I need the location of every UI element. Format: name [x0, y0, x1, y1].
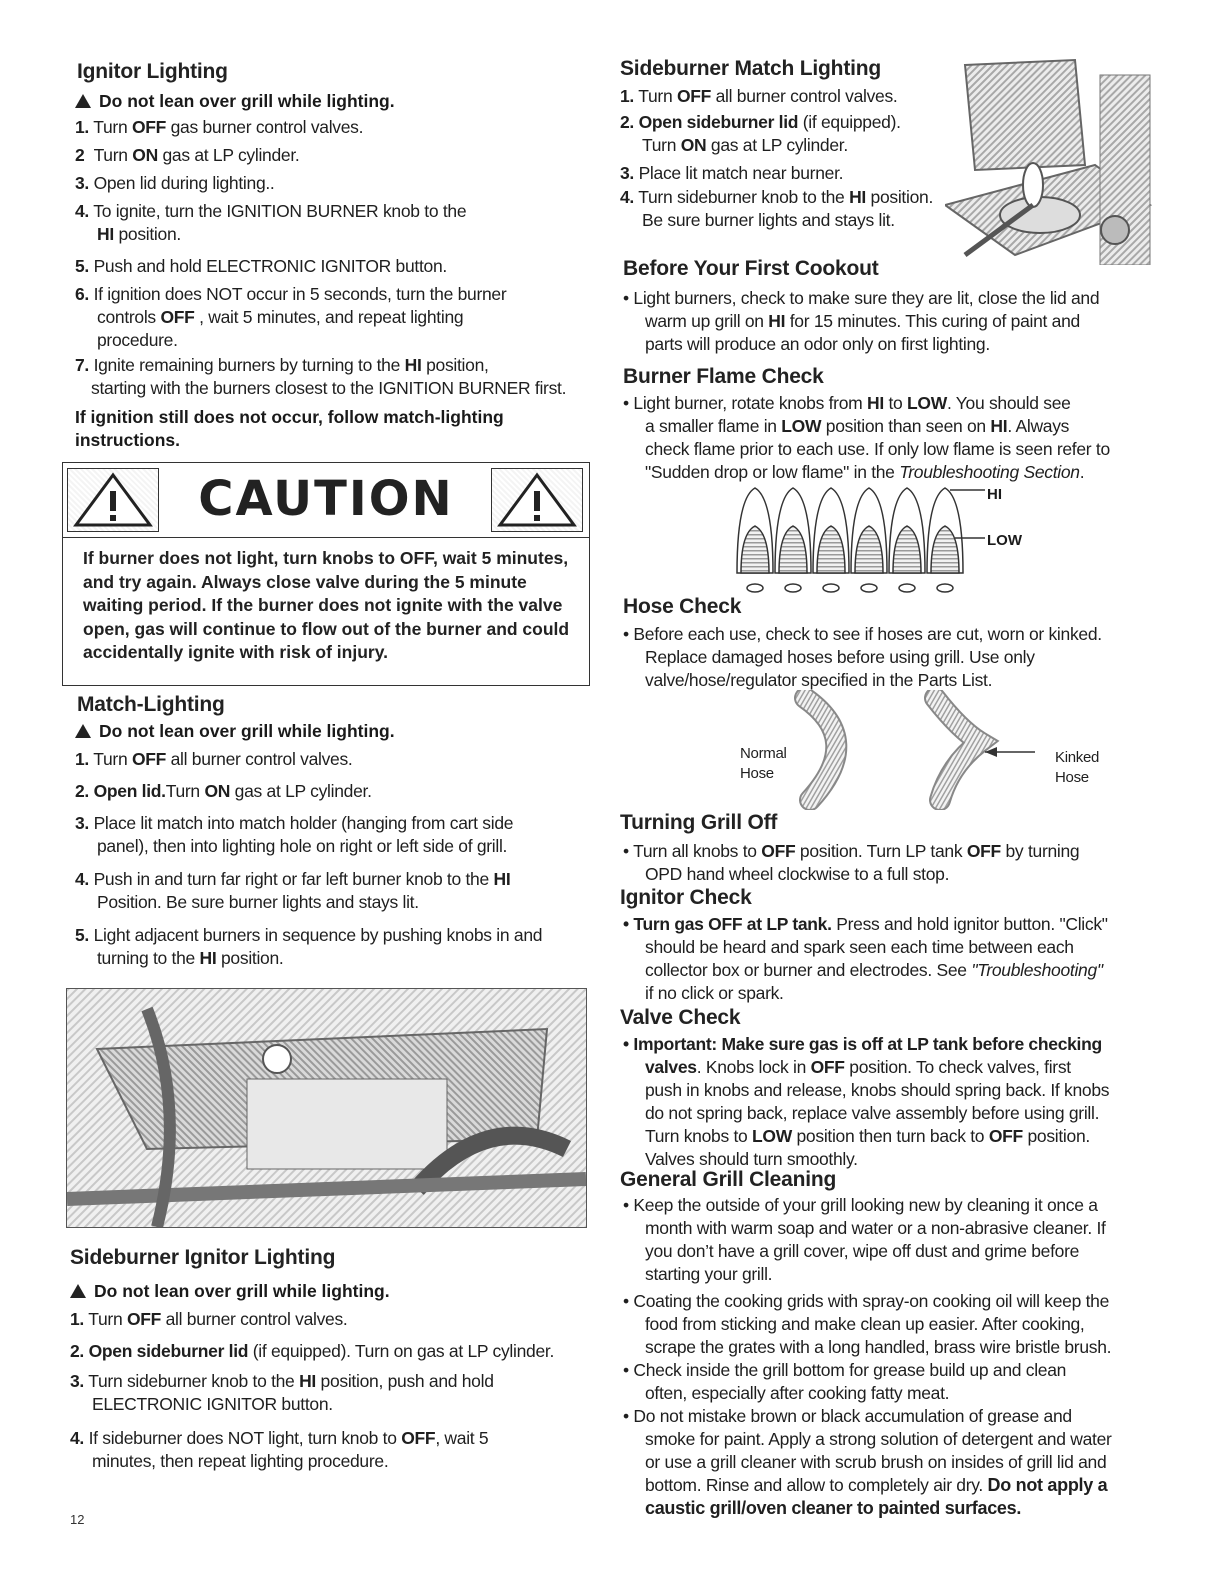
- hose-diagram: [735, 690, 1100, 810]
- first-cookout-heading: Before Your First Cookout: [623, 257, 879, 280]
- flame-hi-label: HI: [987, 486, 1002, 503]
- ignitor-check-text: • Turn gas OFF at LP tank. Press and hold ignitor button. "Click" should be heard and spark seen each time between each collector box or burner and electrodes. See "Troubleshooting" if no click or spark.: [623, 914, 1108, 1003]
- ignitor-note: If ignition still does not occur, follow match-lighting instructions.: [75, 407, 504, 450]
- sideburner-match-step-1: 1. Turn OFF all burner control valves.: [620, 86, 898, 106]
- sideburner-photo: [945, 55, 1155, 265]
- ignitor-step-1: 1. Turn OFF gas burner control valves.: [75, 117, 364, 137]
- general-cleaning-heading: General Grill Cleaning: [620, 1168, 837, 1191]
- valve-check-text: • Important: Make sure gas is off at LP tank before checking valves. Knobs lock in OFF position. To check valves, first push in knobs and release, knobs should spring back. If knobs do not spring back, replace valve assembly before using grill. Turn knobs to LOW position then turn back to OFF position. Valves should turn smoothly.: [623, 1034, 1110, 1169]
- ignitor-step-3: 3. Open lid during lighting..: [75, 173, 275, 193]
- caution-text: If burner does not light, turn knobs to OFF, wait 5 minutes, and try again. Always close valve during the 5 minute waiting period. If the burner does not ignite with the valve open, gas will continue to flow out of the burner and could accidentally ignite with risk of injury.: [83, 548, 570, 662]
- grill-match-holder-illustration: [67, 989, 586, 1227]
- match-lighting-heading: Match-Lighting: [77, 693, 225, 716]
- kinked-hose-label: Kinked Hose: [1055, 749, 1100, 786]
- ignitor-step-5: 5. Push and hold ELECTRONIC IGNITOR button.: [75, 256, 447, 276]
- match-warning: Do not lean over grill while lighting.: [75, 720, 395, 743]
- warning-triangle-icon: [75, 94, 91, 108]
- sideburner-ignitor-step-4: 4. If sideburner does NOT light, turn knob to OFF, wait 5 minutes, then repeat lighting procedure.: [70, 1428, 489, 1471]
- valve-check-heading: Valve Check: [620, 1006, 741, 1029]
- hose-check-heading: Hose Check: [623, 595, 742, 618]
- flame-check-heading: Burner Flame Check: [623, 365, 824, 388]
- turning-grill-off-text: • Turn all knobs to OFF position. Turn LP tank OFF by turning OPD hand wheel clockwise to a full stop.: [623, 841, 1080, 884]
- sideburner-ignitor-step-3: 3. Turn sideburner knob to the HI position, push and hold ELECTRONIC IGNITOR button.: [70, 1371, 494, 1414]
- normal-hose-label: Normal Hose: [740, 745, 787, 782]
- sideburner-match-step-4: 4. Turn sideburner knob to the HI position. Be sure burner lights and stays lit.: [620, 187, 934, 230]
- warning-triangle-icon: [75, 724, 91, 738]
- sideburner-match-heading: Sideburner Match Lighting: [620, 57, 881, 80]
- caution-warning-icon-left: [67, 468, 159, 532]
- cleaning-paragraph-4: • Do not mistake brown or black accumulation of grease and smoke for paint. Apply a strong solution of detergent and water or use a grill cleaner with scrub brush on insides of grill lid and bottom. Rinse and allow to completely air dry. Do not apply a caustic grill/oven cleaner to painted surfaces.: [623, 1406, 1112, 1518]
- sideburner-match-illustration: [945, 55, 1155, 265]
- warning-triangle-icon: [492, 469, 582, 531]
- match-step-5: 5. Light adjacent burners in sequence by pushing knobs in and turning to the HI position.: [75, 925, 543, 968]
- ignitor-step-4: 4. To ignite, turn the IGNITION BURNER knob to the HI position.: [75, 201, 467, 244]
- turning-grill-off-heading: Turning Grill Off: [620, 811, 778, 834]
- first-cookout-text: • Light burners, check to make sure they are lit, close the lid and warm up grill on HI for 15 minutes. This curing of paint and parts will produce an odor only on first lighting.: [623, 288, 1100, 354]
- match-step-3: 3. Place lit match into match holder (hanging from cart side panel), then into lighting hole on right or left side of grill.: [75, 813, 514, 856]
- flame-check-text: • Light burner, rotate knobs from HI to LOW. You should see a smaller flame in LOW position than seen on HI. Always check flame prior to each use. If only low flame is seen refer to "Sudden drop or low flame" in the Troubleshooting Section.: [623, 393, 1110, 482]
- caution-header: [63, 463, 589, 538]
- flame-low-label: LOW: [987, 532, 1022, 549]
- sideburner-ignitor-step-2: 2. Open sideburner lid (if equipped). Turn on gas at LP cylinder.: [70, 1341, 555, 1361]
- cleaning-paragraph-1: • Keep the outside of your grill looking new by cleaning it once a month with warm soap and water or a non-abrasive cleaner. If you don’t have a grill cover, wipe off dust and grime before starting your grill.: [623, 1195, 1106, 1284]
- caution-warning-icon-right: [491, 468, 583, 532]
- ignitor-step-6: 6. If ignition does NOT occur in 5 seconds, turn the burner controls OFF , wait 5 minutes, and repeat lighting procedure.: [75, 284, 507, 350]
- match-step-2: 2. Open lid.Turn ON gas at LP cylinder.: [75, 781, 372, 801]
- sideburner-match-step-3: 3. Place lit match near burner.: [620, 163, 844, 183]
- caution-box: [62, 462, 590, 686]
- sideburner-ignitor-step-1: 1. Turn OFF all burner control valves.: [70, 1309, 348, 1329]
- caution-title: CAUTION: [198, 471, 454, 527]
- warning-triangle-icon: [70, 1284, 86, 1298]
- match-step-4: 4. Push in and turn far right or far left burner knob to the HI Position. Be sure burner lights and stays lit.: [75, 869, 511, 912]
- page-number: 12: [70, 1512, 85, 1527]
- sideburner-ignitor-heading: Sideburner Ignitor Lighting: [70, 1246, 336, 1269]
- ignitor-check-heading: Ignitor Check: [620, 886, 752, 909]
- sideburner-match-step-2: 2. Open sideburner lid (if equipped). Turn ON gas at LP cylinder.: [620, 112, 901, 155]
- warning-triangle-icon: [68, 469, 158, 531]
- ignitor-warning: Do not lean over grill while lighting.: [75, 90, 395, 113]
- sideburner-ignitor-warning: Do not lean over grill while lighting.: [70, 1280, 390, 1303]
- cleaning-paragraph-2: • Coating the cooking grids with spray-on cooking oil will keep the food from sticking and make clean up easier. After cooking, scrape the grates with a long handled, brass wire bristle brush.: [623, 1291, 1112, 1357]
- match-step-1: 1. Turn OFF all burner control valves.: [75, 749, 353, 769]
- ignitor-lighting-heading: Ignitor Lighting: [77, 60, 228, 83]
- cleaning-paragraph-3: • Check inside the grill bottom for grease build up and clean often, especially after cooking fatty meat.: [623, 1360, 1067, 1403]
- flame-diagram: [735, 478, 1035, 598]
- hose-illustration: [735, 690, 1095, 810]
- ignitor-step-7: 7. Ignite remaining burners by turning to the HI position, starting with the burners closest to the IGNITION BURNER first.: [75, 355, 567, 398]
- match-lighting-photo: [66, 988, 587, 1228]
- hose-check-text: • Before each use, check to see if hoses are cut, worn or kinked. Replace damaged hoses before using grill. Use only valve/hose/regulator specified in the Parts List.: [623, 624, 1102, 690]
- ignitor-step-2: 2 Turn ON gas at LP cylinder.: [75, 145, 300, 165]
